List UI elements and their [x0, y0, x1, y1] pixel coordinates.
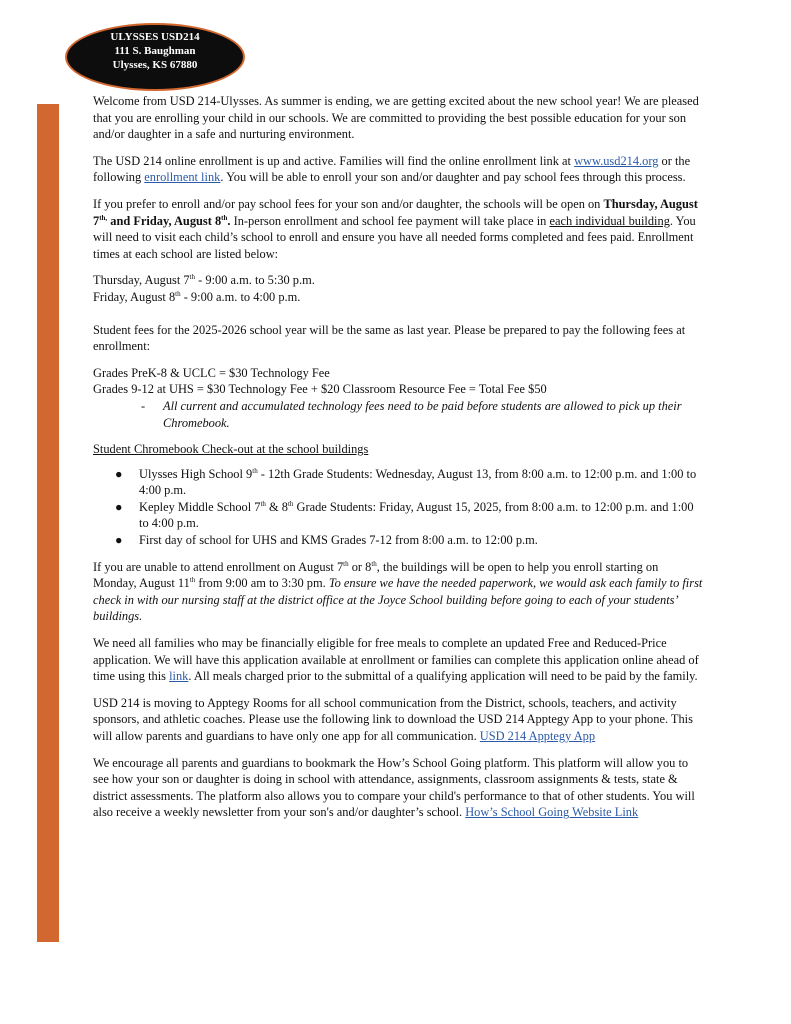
usd214-website-link[interactable]: www.usd214.org — [574, 153, 659, 168]
meal-application-link[interactable]: link — [169, 669, 189, 684]
logo-line-city: Ulysses, KS 67880 — [112, 59, 198, 71]
enrollment-link[interactable]: enrollment link — [144, 170, 221, 185]
chromebook-heading: Student Chromebook Check-out at the school buildings — [93, 442, 369, 457]
welcome-paragraph: Welcome from USD 214-Ulysses. As summer is ending, we are getting excited about the new school year! We are pleased that you are enrolling your child in our schools. We are committed to providing the best possible education for your son and/or daughter in a safe and nurturing environment. — [93, 94, 699, 142]
enrollment-time-friday: Friday, August 8th - 9:00 a.m. to 4:00 p.m. — [93, 289, 301, 304]
enrollment-time-thursday: Thursday, August 7th - 9:00 a.m. to 5:30 p.m. — [93, 273, 315, 288]
hows-school-going-link[interactable]: How’s School Going Website Link — [465, 805, 639, 820]
list-item: ● First day of school for UHS and KMS Grades 7-12 from 8:00 a.m. to 12:00 p.m. — [93, 532, 703, 549]
alternate-enrollment-paragraph: If you are unable to attend enrollment on August 7th or 8th, the buildings will be open to help you enroll starting on Monday, August 11th from 9:00 am to 3:30 pm. To ensure we have the needed paperwork, we would ask each family to first check in with our nursing staff at the district office at the Joyce School building before going to each of your students’ buildings. — [93, 559, 703, 624]
in-person-enrollment-paragraph: If you prefer to enroll and/or pay school fees for your son and/or daughter, the schools will be open on Thursday, August $7^{th,}$ and Friday, August 8th. In-person enrollment and school fee payment will take place in each individual building. You will need to visit each child’s school to enroll and ensure you have all needed forms completed and fees paid. Enrollment times at each school are listed below: — [93, 196, 698, 261]
online-enrollment-paragraph: The USD 214 online enrollment is up and active. Families will find the online enrollment link at www.usd214.org or the following enrollment link. You will be able to enroll your son and/or daughter and pay school fees through this process. — [93, 153, 691, 185]
fee-note-text: All current and accumulated technology fees need to be paid before students are allowed to pick up their Chromebook. — [163, 398, 682, 430]
chromebook-list — [93, 466, 703, 549]
bullet-icon: ● — [115, 499, 123, 514]
hows-school-going-paragraph: We encourage all parents and guardians to bookmark the How’s School Going platform. This platform will allow you to see how your son or daughter is doing in school with attendance, assignments, classroom assignments & tests, state & district assessments. The platform also allows you to compare your child's performance to that of other students. You will also receive a weekly newsletter from your son's and/or daughter’s school. How’s School Going Website Link — [93, 755, 695, 820]
student-fees-paragraph: Student fees for the 2025-2026 school year will be the same as last year. Please be prepared to pay the following fees at enrollment: — [93, 322, 686, 354]
orange-side-bar — [37, 104, 59, 942]
logo-line-street: 111 S. Baughman — [114, 45, 196, 57]
letter-body — [93, 93, 703, 831]
free-meals-paragraph: We need all families who may be financially eligible for free meals to complete an updated Free and Reduced-Price application. We will have this application available at enrollment or families can complete this application online ahead of time using this link. All meals charged prior to the submittal of a qualifying application will need to be paid by the family. — [93, 636, 699, 684]
fee-line-9-12: Grades 9-12 at UHS = $30 Technology Fee + $20 Classroom Resource Fee = Total Fee $50 — [93, 382, 547, 397]
dash-marker: - — [141, 398, 146, 413]
fee-note — [93, 398, 703, 431]
bullet-icon: ● — [115, 533, 123, 548]
list-item: ● Ulysses High School 9th - 12th Grade Students: Wednesday, August 13, from 8:00 a.m. to 12:00 p.m. and 1:00 to 4:00 p.m. — [93, 466, 703, 499]
fee-line-prek8: Grades PreK-8 & UCLC = $30 Technology Fee — [93, 365, 330, 380]
district-logo — [65, 23, 245, 91]
logo-line-name: ULYSSES USD214 — [110, 31, 200, 43]
list-item: ● Kepley Middle School 7th & 8th Grade Students: Friday, August 15, 2025, from 8:00 a.m. to 12:00 p.m. and 1:00 to 4:00 p.m. — [93, 499, 703, 532]
apptegy-paragraph: USD 214 is moving to Apptegy Rooms for all school communication from the District, schools, teachers, and activity sponsors, and athletic coaches. Please use the following link to download the USD 214 Apptegy App to your phone. This will allow parents and guardians to have only one app for all communication. USD 214 Apptegy App — [93, 695, 693, 743]
apptegy-app-link[interactable]: USD 214 Apptegy App — [479, 729, 596, 743]
bullet-icon: ● — [115, 466, 123, 481]
